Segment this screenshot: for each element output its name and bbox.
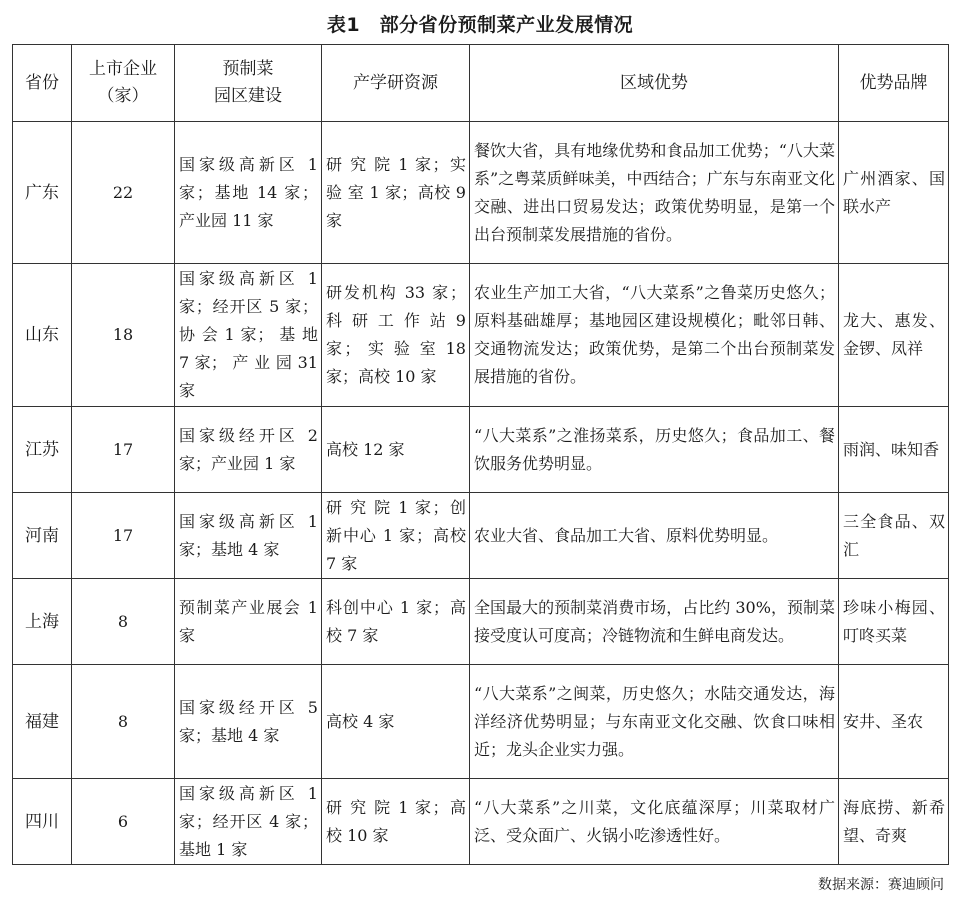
brands-cell <box>839 122 949 264</box>
research-cell <box>322 122 470 264</box>
advantage-cell <box>470 493 839 579</box>
research-cell <box>322 407 470 493</box>
listed-count-cell: 6 <box>72 779 175 865</box>
table-row <box>13 493 949 579</box>
research-text: 高校 4 家 <box>326 711 395 731</box>
research-text: 研 究 院 1 家；创新中心 1 家；高校 7 家 <box>326 497 466 573</box>
park-cell <box>175 264 322 407</box>
table-row <box>13 665 949 779</box>
park-text: 国家级经开区 5 家；基地 4 家 <box>179 697 318 745</box>
province-cell: 福建 <box>13 665 72 779</box>
listed-count-cell: 8 <box>72 665 175 779</box>
brands-text: 安井、圣农 <box>843 711 924 731</box>
advantage-cell <box>470 122 839 264</box>
brands-text: 珍味小梅园、叮咚买菜 <box>843 597 945 645</box>
advantage-cell <box>470 264 839 407</box>
park-cell <box>175 407 322 493</box>
brands-cell <box>839 779 949 865</box>
brands-cell <box>839 493 949 579</box>
park-text: 预制菜产业展会 1 家 <box>179 597 318 645</box>
listed-count-cell: 22 <box>72 122 175 264</box>
research-cell <box>322 264 470 407</box>
province-cell: 四川 <box>13 779 72 865</box>
advantage-cell <box>470 779 839 865</box>
park-cell <box>175 665 322 779</box>
brands-text: 龙大、惠发、金锣、凤祥 <box>843 311 945 358</box>
province-cell: 河南 <box>13 493 72 579</box>
brands-text: 雨润、味知香 <box>843 439 940 459</box>
province-cell: 广东 <box>13 122 72 264</box>
header-park-construction <box>175 45 322 122</box>
research-text: 研 究 院 1 家；高校 10 家 <box>326 797 466 845</box>
header-park-line1: 预制菜 <box>222 59 274 79</box>
listed-count-cell: 8 <box>72 579 175 665</box>
brands-cell <box>839 407 949 493</box>
research-cell <box>322 579 470 665</box>
table-row <box>13 579 949 665</box>
table-row <box>13 779 949 865</box>
advantage-text: 农业大省、食品加工大省、原料优势明显。 <box>474 525 779 545</box>
advantage-text: 餐饮大省，具有地缘优势和食品加工优势；“八大菜系”之粤菜质鲜味美，中西结合；广东与东南亚文化交融、进出口贸易发达；政策优势明显，是第一个出台预制菜发展措施的省份。 <box>474 140 835 244</box>
listed-count-cell: 17 <box>72 493 175 579</box>
header-listed-companies <box>72 45 175 122</box>
header-regional-advantage: 区域优势 <box>470 45 839 122</box>
header-province: 省份 <box>13 45 72 122</box>
research-cell <box>322 493 470 579</box>
table-title: 表1 部分省份预制菜产业发展情况 <box>326 14 634 36</box>
research-text: 高校 12 家 <box>326 439 405 459</box>
brands-cell <box>839 264 949 407</box>
research-text: 科创中心 1 家；高校 7 家 <box>326 597 466 645</box>
header-research-resources: 产学研资源 <box>322 45 470 122</box>
header-row <box>13 45 949 122</box>
table-row <box>13 264 949 407</box>
header-advantage-brands: 优势品牌 <box>839 45 949 122</box>
advantage-text: “八大菜系”之闽菜，历史悠久；水陆交通发达，海洋经济优势明显；与东南亚文化交融、饮食口味相近；龙头企业实力强。 <box>474 683 835 759</box>
province-cell: 山东 <box>13 264 72 407</box>
research-cell <box>322 665 470 779</box>
park-cell <box>175 579 322 665</box>
table-row <box>13 407 949 493</box>
province-industry-table <box>12 44 949 865</box>
brands-text: 海底捞、新希望、奇爽 <box>843 797 945 845</box>
listed-count-cell: 17 <box>72 407 175 493</box>
brands-cell <box>839 579 949 665</box>
brands-text: 广州酒家、国联水产 <box>843 168 945 216</box>
research-text: 研发机构 33 家；科 研 工 作 站 9 家； 实 验 室 18 家；高校 10 家 <box>326 283 466 386</box>
header-listed-line1: 上市企业 <box>89 59 157 79</box>
park-text: 国家级高新区 1 家；经开区 4 家；基地 1 家 <box>179 783 318 859</box>
province-cell: 上海 <box>13 579 72 665</box>
park-cell <box>175 779 322 865</box>
header-park-line2: 园区建设 <box>214 86 282 106</box>
park-cell <box>175 493 322 579</box>
data-source-note: 数据来源：赛迪顾问 <box>818 877 944 893</box>
park-text: 国家级经开区 2 家；产业园 1 家 <box>179 425 318 473</box>
brands-cell <box>839 665 949 779</box>
advantage-text: “八大菜系”之淮扬菜系，历史悠久；食品加工、餐饮服务优势明显。 <box>474 425 835 473</box>
research-cell <box>322 779 470 865</box>
advantage-cell <box>470 579 839 665</box>
province-cell: 江苏 <box>13 407 72 493</box>
park-text: 国家级高新区 1 家；基地 14 家；产业园 11 家 <box>179 154 318 230</box>
advantage-text: “八大菜系”之川菜，文化底蕴深厚；川菜取材广泛、受众面广、火锅小吃渗透性好。 <box>474 797 835 845</box>
research-text: 研 究 院 1 家；实 验 室 1 家；高校 9 家 <box>326 154 466 230</box>
advantage-text: 农业生产加工大省，“八大菜系”之鲁菜历史悠久；原料基础雄厚；基地园区建设规模化；毗邻日韩、交通物流发达；政策优势，是第二个出台预制菜发展措施的省份。 <box>474 283 835 386</box>
brands-text: 三全食品、双汇 <box>843 511 945 559</box>
table-row <box>13 122 949 264</box>
header-listed-line2: （家） <box>97 86 149 106</box>
advantage-cell <box>470 407 839 493</box>
park-text: 国家级高新区 1 家；基地 4 家 <box>179 511 318 559</box>
advantage-text: 全国最大的预制菜消费市场，占比约 30%，预制菜接受度认可度高；冷链物流和生鲜电商发达。 <box>474 597 835 645</box>
advantage-cell <box>470 665 839 779</box>
listed-count-cell: 18 <box>72 264 175 407</box>
park-cell <box>175 122 322 264</box>
park-text: 国家级高新区 1 家；经开区 5 家；协 会 1 家； 基 地 7 家； 产 业 园 31 家 <box>179 269 318 400</box>
